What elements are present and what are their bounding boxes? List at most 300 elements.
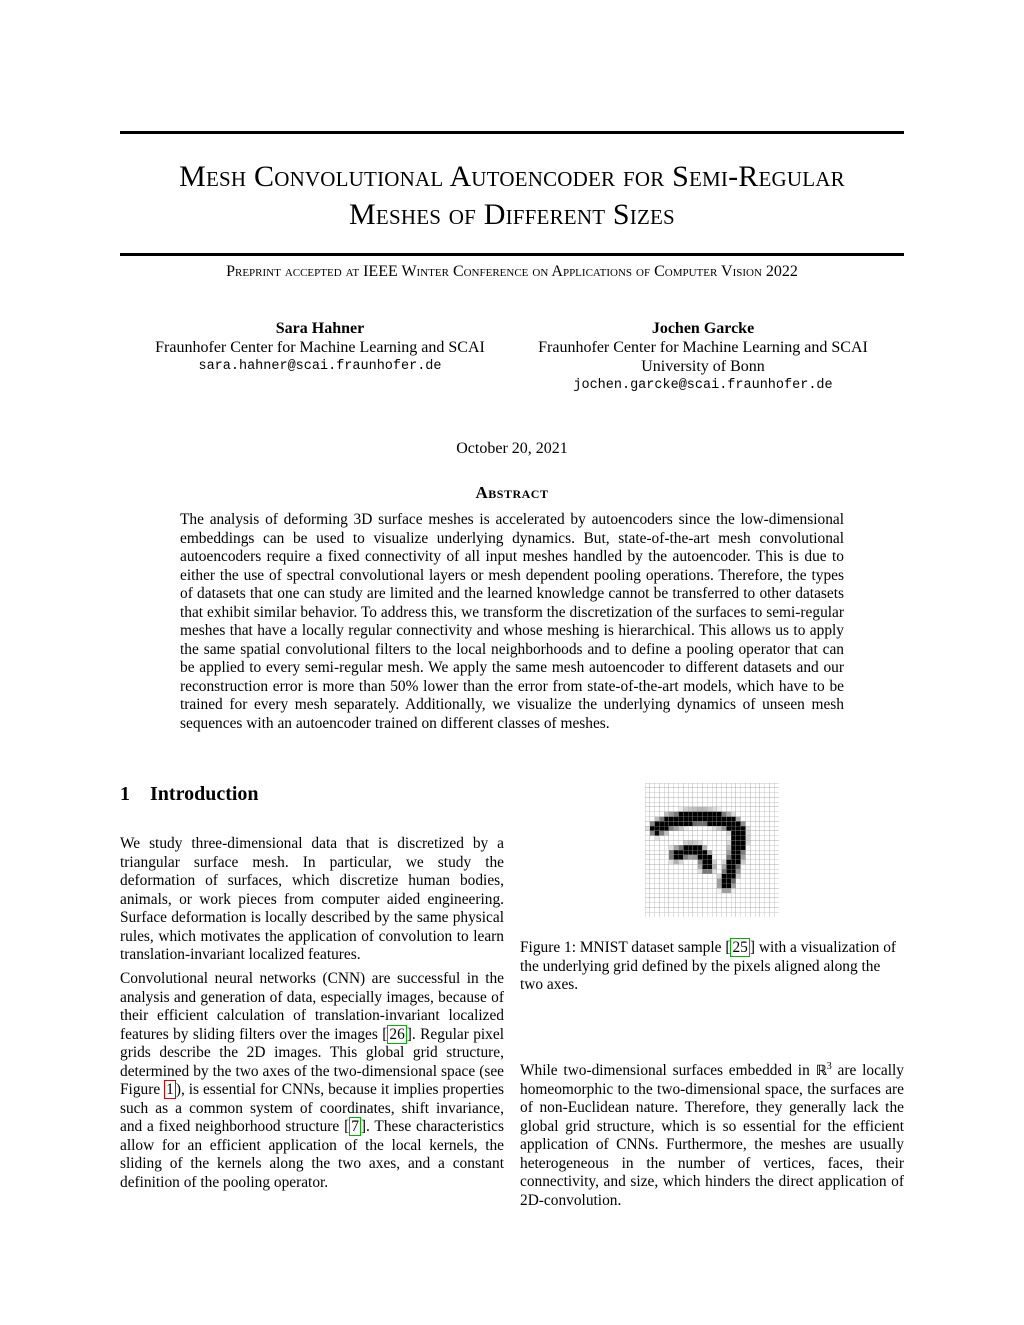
- pixel-cell: [712, 850, 717, 855]
- pixel-cell: [746, 888, 751, 893]
- pixel-cell: [746, 903, 751, 908]
- pixel-cell: [698, 788, 703, 793]
- section-title: Introduction: [150, 783, 259, 805]
- pixel-cell: [702, 793, 707, 798]
- pixel-cell: [731, 802, 736, 807]
- pixel-cell: [726, 912, 731, 917]
- pixel-cell: [645, 864, 650, 869]
- pixel-cell: [741, 783, 746, 788]
- pixel-cell: [669, 864, 674, 869]
- pixel-cell: [683, 898, 688, 903]
- caption-part-a: Figure 1: MNIST dataset sample: [520, 939, 726, 956]
- real-numbers-symbol: ℝ: [815, 1063, 827, 1079]
- pixel-cell: [693, 783, 698, 788]
- pixel-cell: [645, 855, 650, 860]
- pixel-cell: [664, 907, 669, 912]
- pixel-cell: [655, 783, 660, 788]
- pixel-cell: [765, 850, 770, 855]
- title-line-1: Mesh Convolutional Autoencoder for Semi-Regular: [179, 160, 845, 193]
- pixel-cell: [717, 874, 722, 879]
- pixel-cell: [683, 907, 688, 912]
- pixel-cell: [693, 860, 698, 865]
- pixel-cell: [736, 783, 741, 788]
- pixel-cell: [717, 912, 722, 917]
- pixel-cell: [717, 884, 722, 889]
- pixel-cell: [722, 807, 727, 812]
- pixel-cell: [707, 826, 712, 831]
- pixel-cell: [741, 840, 746, 845]
- pixel-cell: [765, 802, 770, 807]
- pixel-cell: [655, 802, 660, 807]
- pixel-cell: [688, 860, 693, 865]
- pixel-cell: [755, 888, 760, 893]
- pixel-cell: [698, 884, 703, 889]
- pixel-cell: [717, 855, 722, 860]
- pixel-cell: [741, 888, 746, 893]
- pixel-cell: [774, 831, 779, 836]
- pixel-cell: [731, 884, 736, 889]
- pixel-cell: [688, 817, 693, 822]
- pixel-cell: [755, 797, 760, 802]
- pixel-cell: [702, 855, 707, 860]
- pixel-cell: [722, 884, 727, 889]
- pixel-cell: [712, 817, 717, 822]
- pixel-cell: [659, 812, 664, 817]
- pixel-cell: [769, 879, 774, 884]
- intro-paragraph-2: Convolutional neural networks (CNN) are successful in the analysis and generation of data, especially images, because of their efficient calculation of translation-invariant localized features by sliding filters over the images [ 26 ]. Regular pixel grids describe the 2D images. This global grid structure, determined by the two axes of the two-dimensional space (see Figure 1 ), is essential for CNNs, because it implies properties such as a common system of coordinates, shift invariance, and a fixed neighborhood structure [ 7 ]. These characteristics allow for an efficient application of the local kernels, the sliding of the kernels along the two axes, and a constant definition of the pooling operator.: [120, 970, 505, 1191]
- pixel-cell: [679, 912, 684, 917]
- pixel-cell: [741, 912, 746, 917]
- pixel-cell: [688, 821, 693, 826]
- pixel-cell: [702, 821, 707, 826]
- pixel-cell: [774, 807, 779, 812]
- pixel-cell: [707, 898, 712, 903]
- pixel-cell: [736, 821, 741, 826]
- pixel-cell: [722, 879, 727, 884]
- pixel-cell: [769, 874, 774, 879]
- pixel-cell: [693, 912, 698, 917]
- pixel-cell: [707, 869, 712, 874]
- pixel-cell: [707, 793, 712, 798]
- pixel-cell: [765, 840, 770, 845]
- pixel-cell: [693, 855, 698, 860]
- pixel-cell: [765, 864, 770, 869]
- pixel-cell: [702, 836, 707, 841]
- pixel-cell: [669, 884, 674, 889]
- pixel-cell: [674, 836, 679, 841]
- pixel-cell: [741, 903, 746, 908]
- pixel-cell: [736, 903, 741, 908]
- pixel-cell: [659, 788, 664, 793]
- pixel-cell: [707, 879, 712, 884]
- pixel-cell: [769, 797, 774, 802]
- pixel-cell: [693, 802, 698, 807]
- pixel-cell: [726, 783, 731, 788]
- intro-p2-part-a: Convolutional neural networks (CNN) are successful in the analysis and generation of data, especially images, because of their efficient calculation of translation-invariant localized features by sliding filters over the images: [120, 970, 504, 1043]
- pixel-cell: [645, 912, 650, 917]
- pixel-cell: [664, 831, 669, 836]
- pixel-cell: [645, 788, 650, 793]
- pixel-cell: [655, 912, 660, 917]
- pixel-cell: [650, 788, 655, 793]
- pixel-cell: [731, 860, 736, 865]
- pixel-cell: [688, 826, 693, 831]
- pixel-cell: [688, 879, 693, 884]
- pixel-cell: [645, 845, 650, 850]
- pixel-cell: [698, 826, 703, 831]
- pixel-cell: [659, 793, 664, 798]
- pixel-cell: [769, 788, 774, 793]
- pixel-cell: [760, 831, 765, 836]
- pixel-cell: [774, 907, 779, 912]
- pixel-cell: [655, 812, 660, 817]
- pixel-cell: [655, 840, 660, 845]
- pixel-cell: [760, 793, 765, 798]
- pixel-cell: [679, 898, 684, 903]
- pixel-cell: [755, 788, 760, 793]
- pixel-cell: [722, 788, 727, 793]
- pixel-cell: [683, 793, 688, 798]
- pixel-cell: [722, 850, 727, 855]
- pixel-cell: [674, 912, 679, 917]
- pixel-cell: [731, 793, 736, 798]
- pixel-cell: [645, 783, 650, 788]
- pixel-cell: [674, 869, 679, 874]
- abstract-text: The analysis of deforming 3D surface meshes is accelerated by autoencoders since the low-dimensional embeddings can be used to visualize underlying dynamics. But, state-of-the-art mesh convolutional autoencoders require a fixed connectivity of all input meshes handled by the autoencoder. This is due to either the use of spectral convolutional layers or mesh dependent pooling operations. Therefore, the types of datasets that one can study are limited and the learned knowledge cannot be transferred to other datasets that exhibit similar behavior. To address this, we transform the discretization of the surfaces to semi-regular meshes that have a locally regular connectivity and whose meshing is hierarchical. This allows us to apply the same spatial convolutional filters to the local neighborhoods and to define a pooling operator that can be applied to every semi-regular mesh. We apply the same mesh autoencoder to different datasets and our reconstruction error is more than 50% lower than the error from state-of-the-art models, which have to be trained for every mesh separately. Additionally, we visualize the underlying dynamics of unseen mesh sequences with an autoencoder trained on different classes of meshes.: [180, 511, 844, 732]
- pixel-cell: [765, 793, 770, 798]
- pixel-cell: [731, 903, 736, 908]
- pixel-cell: [731, 879, 736, 884]
- pixel-cell: [717, 879, 722, 884]
- pixel-cell: [693, 831, 698, 836]
- pixel-cell: [774, 812, 779, 817]
- pixel-cell: [645, 821, 650, 826]
- intro-p2-part-b: . Regular pixel grids describe the 2D images. This global grid structure, determined by the two axes of the two-dimensional space (see Figure: [120, 1025, 504, 1098]
- pixel-cell: [755, 874, 760, 879]
- pixel-cell: [669, 869, 674, 874]
- pixel-cell: [755, 836, 760, 841]
- pixel-cell: [722, 855, 727, 860]
- pixel-cell: [726, 907, 731, 912]
- pixel-cell: [712, 812, 717, 817]
- pixel-cell: [683, 783, 688, 788]
- right-paragraph-1: [520, 1062, 904, 1210]
- pixel-cell: [746, 840, 751, 845]
- pixel-cell: [755, 802, 760, 807]
- pixel-cell: [674, 864, 679, 869]
- pixel-cell: [707, 836, 712, 841]
- pixel-cell: [731, 888, 736, 893]
- pixel-cell: [645, 874, 650, 879]
- pixel-cell: [688, 907, 693, 912]
- pixel-cell: [774, 855, 779, 860]
- pixel-cell: [669, 888, 674, 893]
- pixel-cell: [746, 788, 751, 793]
- right-p1-part-a: While two-dimensional surfaces embedded in: [520, 1062, 816, 1079]
- pixel-cell: [698, 850, 703, 855]
- pixel-cell: [765, 912, 770, 917]
- pixel-cell: [702, 788, 707, 793]
- pixel-cell: [722, 898, 727, 903]
- pixel-cell: [746, 793, 751, 798]
- pixel-cell: [707, 831, 712, 836]
- pixel-cell: [698, 912, 703, 917]
- pixel-cell: [722, 783, 727, 788]
- pixel-cell: [774, 845, 779, 850]
- pixel-cell: [679, 840, 684, 845]
- pixel-cell: [702, 884, 707, 889]
- pixel-cell: [722, 840, 727, 845]
- pixel-cell: [664, 817, 669, 822]
- pixel-cell: [702, 817, 707, 822]
- pixel-cell: [683, 893, 688, 898]
- pixel-cell: [698, 893, 703, 898]
- pixel-cell: [659, 879, 664, 884]
- pixel-cell: [746, 845, 751, 850]
- pixel-cell: [688, 874, 693, 879]
- pixel-cell: [731, 821, 736, 826]
- pixel-cell: [760, 912, 765, 917]
- pixel-cell: [669, 802, 674, 807]
- pixel-cell: [669, 793, 674, 798]
- pixel-cell: [726, 903, 731, 908]
- pixel-cell: [722, 912, 727, 917]
- pixel-cell: [674, 826, 679, 831]
- pixel-cell: [693, 898, 698, 903]
- pixel-cell: [765, 821, 770, 826]
- pixel-cell: [679, 907, 684, 912]
- pixel-cell: [702, 903, 707, 908]
- pixel-cell: [746, 802, 751, 807]
- pixel-cell: [712, 826, 717, 831]
- citation-7[interactable]: 7: [351, 1118, 359, 1135]
- pixel-cell: [769, 912, 774, 917]
- pixel-cell: [722, 826, 727, 831]
- pixel-cell: [731, 850, 736, 855]
- pixel-cell: [712, 807, 717, 812]
- pixel-cell: [746, 864, 751, 869]
- pixel-cell: [698, 840, 703, 845]
- pixel-cell: [750, 821, 755, 826]
- pixel-cell: [702, 874, 707, 879]
- figure-1-ref[interactable]: 1: [166, 1081, 174, 1098]
- pixel-cell: [669, 903, 674, 908]
- pixel-cell: [693, 903, 698, 908]
- pixel-cell: [664, 884, 669, 889]
- pixel-cell: [698, 903, 703, 908]
- pixel-cell: [746, 879, 751, 884]
- pixel-cell: [650, 812, 655, 817]
- pixel-cell: [693, 884, 698, 889]
- pixel-cell: [741, 860, 746, 865]
- pixel-cell: [674, 793, 679, 798]
- pixel-cell: [698, 869, 703, 874]
- pixel-cell: [688, 836, 693, 841]
- pixel-cell: [702, 783, 707, 788]
- pixel-cell: [679, 893, 684, 898]
- pixel-cell: [765, 783, 770, 788]
- pixel-cell: [664, 845, 669, 850]
- pixel-cell: [774, 783, 779, 788]
- mnist-grid-image: [645, 783, 779, 917]
- pixel-cell: [741, 869, 746, 874]
- pixel-cell: [750, 817, 755, 822]
- pixel-cell: [702, 845, 707, 850]
- pixel-cell: [674, 907, 679, 912]
- pixel-cell: [655, 898, 660, 903]
- pixel-cell: [731, 812, 736, 817]
- citation-26[interactable]: 26: [389, 1025, 405, 1043]
- pixel-cell: [726, 826, 731, 831]
- pixel-cell: [698, 888, 703, 893]
- pixel-cell: [731, 836, 736, 841]
- pixel-cell: [741, 826, 746, 831]
- pixel-cell: [731, 788, 736, 793]
- pixel-cell: [674, 807, 679, 812]
- pixel-cell: [698, 831, 703, 836]
- pixel-cell: [750, 797, 755, 802]
- pixel-cell: [736, 850, 741, 855]
- pixel-cell: [769, 884, 774, 889]
- pixel-cell: [693, 879, 698, 884]
- pixel-cell: [769, 860, 774, 865]
- pixel-cell: [750, 898, 755, 903]
- pixel-cell: [741, 797, 746, 802]
- pixel-cell: [731, 898, 736, 903]
- pixel-cell: [645, 893, 650, 898]
- pixel-cell: [702, 879, 707, 884]
- pixel-cell: [645, 907, 650, 912]
- pixel-cell: [741, 821, 746, 826]
- pixel-cell: [693, 869, 698, 874]
- pixel-cell: [650, 845, 655, 850]
- pixel-cell: [707, 874, 712, 879]
- pixel-cell: [650, 826, 655, 831]
- pixel-cell: [683, 860, 688, 865]
- pixel-cell: [765, 888, 770, 893]
- pixel-cell: [736, 855, 741, 860]
- pixel-cell: [726, 860, 731, 865]
- pixel-cell: [679, 903, 684, 908]
- pixel-cell: [679, 797, 684, 802]
- pixel-cell: [760, 783, 765, 788]
- pixel-cell: [722, 874, 727, 879]
- pixel-cell: [736, 845, 741, 850]
- pixel-cell: [726, 879, 731, 884]
- pixel-cell: [755, 783, 760, 788]
- pixel-cell: [664, 807, 669, 812]
- pixel-cell: [655, 860, 660, 865]
- pixel-cell: [664, 793, 669, 798]
- pixel-cell: [693, 788, 698, 793]
- pixel-cell: [650, 912, 655, 917]
- pixel-cell: [674, 821, 679, 826]
- pixel-cell: [645, 888, 650, 893]
- pixel-cell: [707, 860, 712, 865]
- pixel-cell: [674, 860, 679, 865]
- pixel-cell: [659, 884, 664, 889]
- pixel-cell: [726, 864, 731, 869]
- pixel-cell: [769, 898, 774, 903]
- author-1-name: Sara Hahner: [275, 320, 365, 337]
- pixel-cell: [717, 840, 722, 845]
- pixel-cell: [750, 840, 755, 845]
- pixel-cell: [650, 783, 655, 788]
- pixel-cell: [688, 845, 693, 850]
- pixel-cell: [688, 912, 693, 917]
- pixel-cell: [717, 907, 722, 912]
- pixel-cell: [693, 817, 698, 822]
- pixel-cell: [683, 826, 688, 831]
- pixel-cell: [726, 797, 731, 802]
- pixel-cell: [664, 802, 669, 807]
- pixel-cell: [760, 874, 765, 879]
- pixel-cell: [774, 884, 779, 889]
- pixel-cell: [746, 826, 751, 831]
- pixel-cell: [712, 831, 717, 836]
- pixel-cell: [769, 907, 774, 912]
- pixel-cell: [707, 845, 712, 850]
- pixel-cell: [755, 907, 760, 912]
- pixel-cell: [712, 793, 717, 798]
- pixel-cell: [688, 807, 693, 812]
- pixel-cell: [655, 907, 660, 912]
- pixel-cell: [731, 874, 736, 879]
- pixel-cell: [765, 788, 770, 793]
- pixel-cell: [674, 884, 679, 889]
- pixel-cell: [688, 903, 693, 908]
- pixel-cell: [774, 903, 779, 908]
- pixel-cell: [674, 783, 679, 788]
- pixel-cell: [755, 845, 760, 850]
- pixel-cell: [702, 860, 707, 865]
- title-line-2: Meshes of Different Sizes: [349, 198, 675, 231]
- pixel-cell: [722, 821, 727, 826]
- pixel-cell: [760, 884, 765, 889]
- pixel-cell: [712, 903, 717, 908]
- pixel-cell: [755, 807, 760, 812]
- pixel-cell: [702, 893, 707, 898]
- pixel-cell: [645, 850, 650, 855]
- pixel-cell: [755, 826, 760, 831]
- pixel-cell: [698, 817, 703, 822]
- pixel-cell: [726, 793, 731, 798]
- pixel-cell: [669, 893, 674, 898]
- pixel-cell: [650, 898, 655, 903]
- pixel-cell: [707, 850, 712, 855]
- pixel-cell: [726, 855, 731, 860]
- caption-part-b: with a visualization of the underlying grid defined by the pixels aligned along the two axes.: [520, 939, 897, 993]
- pixel-cell: [645, 898, 650, 903]
- pixel-cell: [664, 840, 669, 845]
- pixel-cell: [746, 797, 751, 802]
- pixel-cell: [650, 879, 655, 884]
- pixel-cell: [755, 869, 760, 874]
- pixel-cell: [760, 845, 765, 850]
- pixel-cell: [702, 869, 707, 874]
- pixel-cell: [674, 898, 679, 903]
- pixel-cell: [659, 912, 664, 917]
- pixel-cell: [679, 884, 684, 889]
- pixel-cell: [707, 821, 712, 826]
- pixel-cell: [722, 893, 727, 898]
- pixel-cell: [750, 788, 755, 793]
- pixel-cell: [746, 821, 751, 826]
- pixel-cell: [746, 807, 751, 812]
- pixel-cell: [674, 788, 679, 793]
- pixel-cell: [679, 888, 684, 893]
- citation-25[interactable]: 25: [732, 939, 748, 956]
